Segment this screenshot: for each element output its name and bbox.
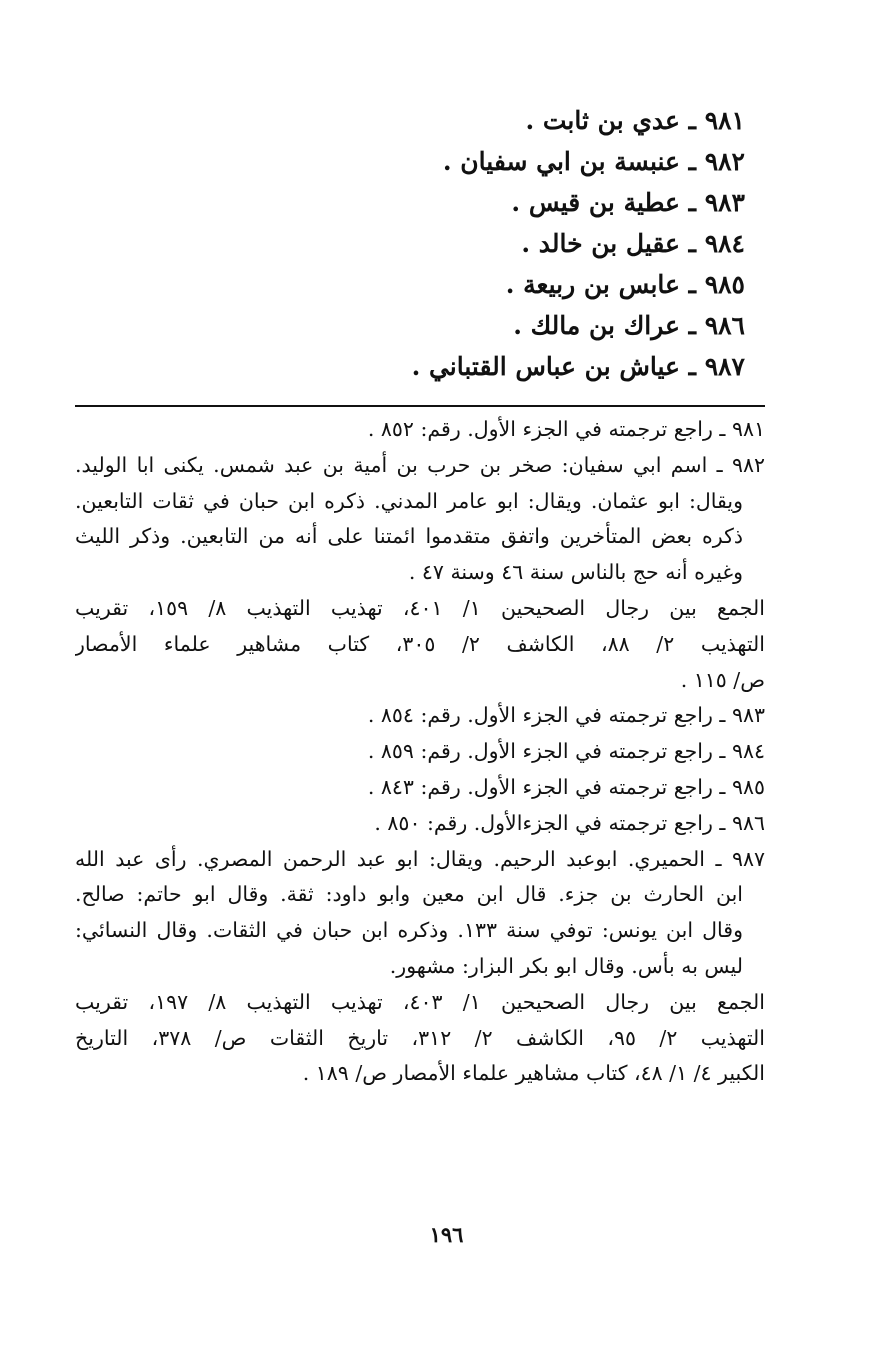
- entry-983: ٩٨٣ ـ عطية بن قيس .: [511, 188, 745, 217]
- footnote-line: ٩٨٤ ـ راجع ترجمته في الجزء الأول. رقم: ٨٥٩ .: [367, 739, 765, 764]
- footnote-line: ابن الحارث بن جزء. قال ابن معين وابو داود: ثقة. وقال ابو حاتم: صالح.: [75, 882, 743, 907]
- footnote-line: ص/ ١١٥ .: [680, 667, 765, 692]
- footnote-line: وقال ابن يونس: توفي سنة ١٣٣. وذكره ابن حبان في الثقات. وقال النسائي:: [75, 918, 743, 943]
- footnote-line: ليس به بأس. وقال ابو بكر البزار: مشهور.: [389, 953, 743, 978]
- footnote-line: التهذيب ٢/ ٨٨، الكاشف ٢/ ٣٠٥، كتاب مشاهير علماء الأمصار: [75, 631, 765, 656]
- entry-986: ٩٨٦ ـ عراك بن مالك .: [513, 311, 745, 340]
- footnote-line: ٩٨٦ ـ راجع ترجمته في الجزءالأول. رقم: ٨٥٠ .: [374, 810, 765, 835]
- footnote-line: ٩٨٣ ـ راجع ترجمته في الجزء الأول. رقم: ٨٥٤ .: [367, 703, 765, 728]
- entry-985: ٩٨٥ ـ عابس بن ربيعة .: [505, 270, 745, 299]
- footnote-line: التهذيب ٢/ ٩٥، الكاشف ٢/ ٣١٢، تاريخ الثقات ص/ ٣٧٨، التاريخ: [75, 1025, 765, 1050]
- footnote-986: [75, 806, 765, 842]
- footnote-line: ذكره بعض المتأخرين واتفق متقدموا ائمتنا على أنه من التابعين. وذكر الليث: [75, 524, 743, 549]
- footnote-line: ٩٨٢ ـ اسم ابي سفيان: صخر بن حرب بن أمية بن عبد شمس. يكنى ابا الوليد.: [75, 452, 765, 477]
- footnote-line: الجمع بين رجال الصحيحين ١/ ٤٠٣، تهذيب التهذيب ٨/ ١٩٧، تقريب: [75, 989, 765, 1014]
- footnote-985: [75, 770, 765, 806]
- footnote-line: الجمع بين رجال الصحيحين ١/ ٤٠١، تهذيب التهذيب ٨/ ١٥٩، تقريب: [75, 595, 765, 620]
- footnotes: [75, 412, 765, 1092]
- footnote-line: ٩٨١ ـ راجع ترجمته في الجزء الأول. رقم: ٨٥٢ .: [367, 417, 765, 441]
- page-number: ١٩٦: [429, 1222, 464, 1247]
- entry-981: ٩٨١ ـ عدي بن ثابت .: [525, 106, 745, 135]
- entry-987: ٩٨٧ ـ عياش بن عباس القتباني .: [411, 352, 745, 381]
- footnote-divider: [75, 405, 765, 407]
- footnote-line: ٩٨٧ ـ الحميري. ابوعبد الرحيم. ويقال: ابو عبد الرحمن المصري. رأى عبد الله: [75, 846, 765, 871]
- footnote-line: وغيره أنه حج بالناس سنة ٤٦ وسنة ٤٧ .: [408, 560, 743, 585]
- footnote-987: [75, 842, 765, 1093]
- entry-982: ٩٨٢ ـ عنبسة بن ابي سفيان .: [442, 147, 745, 176]
- footnote-line: ٩٨٥ ـ راجع ترجمته في الجزء الأول. رقم: ٨٤٣ .: [367, 774, 765, 799]
- footnote-line: الكبير ٤/ ١/ ٤٨، كتاب مشاهير علماء الأمصار ص/ ١٨٩ .: [302, 1061, 765, 1086]
- footnote-982: [75, 448, 765, 699]
- entry-list: [185, 100, 745, 387]
- entry-984: ٩٨٤ ـ عقيل بن خالد .: [521, 229, 745, 258]
- footnote-983: [75, 698, 765, 734]
- footnote-981: [75, 412, 765, 448]
- footnote-line: ويقال: ابو عثمان. ويقال: ابو عامر المدني. ذكره ابن حبان في ثقات التابعين.: [75, 488, 743, 513]
- footnote-984: [75, 734, 765, 770]
